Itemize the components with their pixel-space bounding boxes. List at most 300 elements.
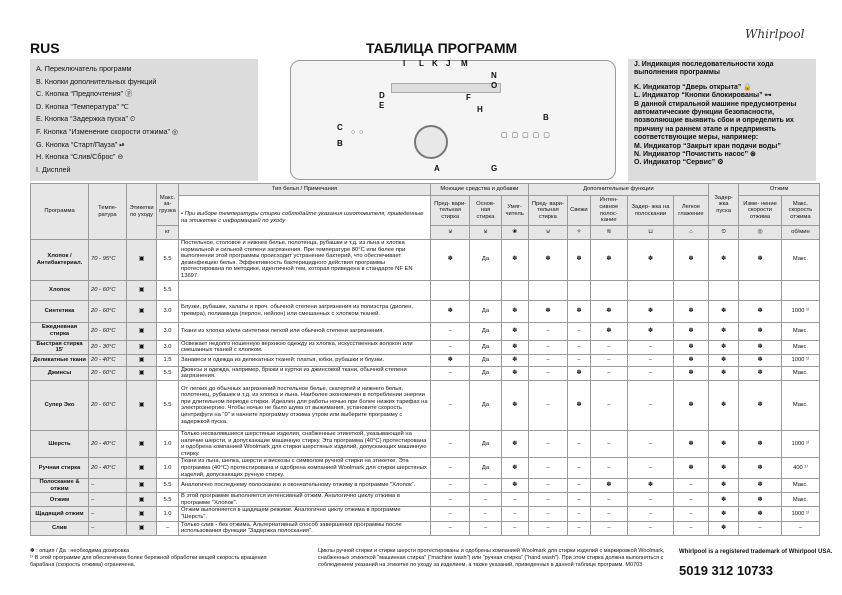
table-row bbox=[31, 521, 820, 535]
label-h: H bbox=[477, 105, 483, 114]
option-cell: ✽ bbox=[673, 300, 708, 322]
program-name: Быстрая стирка 15' bbox=[31, 340, 89, 354]
option-cell: ✽ bbox=[501, 458, 528, 479]
table-row bbox=[31, 300, 820, 322]
controls-legend bbox=[30, 59, 258, 181]
option-cell: – bbox=[568, 354, 590, 366]
care-label-icon: ▣ bbox=[127, 521, 157, 535]
option-cell: – bbox=[590, 354, 627, 366]
option-cell: – bbox=[628, 380, 674, 430]
label-d: D bbox=[379, 91, 385, 100]
h-opt-2: Интен- сивное полос- кание bbox=[590, 196, 627, 226]
indicator-item: M. Индикатор “Закрыт кран подачи воды” bbox=[634, 142, 781, 150]
label-f: F bbox=[466, 93, 471, 102]
language-code: RUS bbox=[30, 40, 60, 56]
care-label-icon: ▣ bbox=[127, 493, 157, 507]
option-cell: – bbox=[470, 507, 501, 521]
option-cell: ✽ bbox=[673, 458, 708, 479]
option-cell: – bbox=[528, 479, 567, 493]
option-cell: – bbox=[501, 521, 528, 535]
h-det-2: Умяг- читель bbox=[501, 196, 528, 226]
program-load: 1.0 bbox=[157, 507, 179, 521]
care-label-icon: ▣ bbox=[127, 340, 157, 354]
option-buttons: ▢ ▢ ▢ ▢ ▢ bbox=[501, 132, 551, 139]
program-temp: – bbox=[89, 493, 127, 507]
program-temp: – bbox=[89, 479, 127, 493]
option-cell: ✽ bbox=[739, 366, 782, 380]
option-cell: – bbox=[673, 493, 708, 507]
option-cell: – bbox=[568, 507, 590, 521]
option-cell: ✽ bbox=[590, 322, 627, 340]
footnotes bbox=[30, 548, 280, 569]
option-cell: Да bbox=[470, 240, 501, 281]
option-cell: ✽ bbox=[673, 354, 708, 366]
table-row bbox=[31, 322, 820, 340]
table-row bbox=[31, 479, 820, 493]
legend-item: A. Переключатель программ bbox=[36, 64, 132, 73]
program-fabric: Занавеси и одежда из деликатных тканей: платья, юбки, рубашки и блузки. bbox=[179, 354, 431, 366]
icon-prewash: ⊍ bbox=[431, 226, 470, 240]
option-cell: – bbox=[431, 430, 470, 457]
option-cell bbox=[739, 280, 782, 300]
option-cell: – bbox=[628, 430, 674, 457]
option-cell: ✽ bbox=[528, 300, 567, 322]
option-cell: ✽ bbox=[739, 479, 782, 493]
option-cell: ✽ bbox=[628, 479, 674, 493]
program-name: Деликатные ткани bbox=[31, 354, 89, 366]
option-cell: – bbox=[673, 479, 708, 493]
option-cell: ✽ bbox=[568, 366, 590, 380]
care-label-icon: ▣ bbox=[127, 380, 157, 430]
option-cell: – bbox=[528, 430, 567, 457]
label-m: M bbox=[461, 59, 468, 68]
care-label-icon: ▣ bbox=[127, 458, 157, 479]
program-name: Шерсть bbox=[31, 430, 89, 457]
option-cell: – bbox=[470, 521, 501, 535]
option-cell: ✽ bbox=[568, 380, 590, 430]
legend-item: I. Дисплей bbox=[36, 164, 71, 174]
h-rpm: об/мин bbox=[781, 226, 819, 240]
option-cell: ✽ bbox=[739, 430, 782, 457]
icon-spin: ◎ bbox=[739, 226, 782, 240]
programs-table bbox=[30, 183, 820, 536]
option-cell: ✽ bbox=[709, 479, 739, 493]
care-label-icon: ▣ bbox=[127, 322, 157, 340]
table-row bbox=[31, 280, 820, 300]
option-cell: ✽ bbox=[673, 380, 708, 430]
table-row bbox=[31, 240, 820, 281]
icon-rinse: ≋ bbox=[590, 226, 627, 240]
option-cell: – bbox=[501, 507, 528, 521]
option-cell: 1000 ¹⁾ bbox=[781, 300, 819, 322]
h-detergent: Моющие средства и добавки bbox=[431, 184, 529, 196]
option-cell: – bbox=[528, 322, 567, 340]
care-label-icon: ▣ bbox=[127, 479, 157, 493]
option-cell: – bbox=[431, 380, 470, 430]
care-label-icon: ▣ bbox=[127, 507, 157, 521]
option-cell: ✽ bbox=[501, 354, 528, 366]
program-load: 5.5 bbox=[157, 240, 179, 281]
option-cell: ✽ bbox=[709, 300, 739, 322]
footnote-1: ✽ : опция / Да : необходима дозировка bbox=[30, 548, 130, 554]
option-cell: – bbox=[628, 493, 674, 507]
option-cell: – bbox=[528, 521, 567, 535]
care-label-icon: ▣ bbox=[127, 300, 157, 322]
left-buttons: ○ ○ bbox=[351, 129, 365, 136]
option-cell: – bbox=[568, 458, 590, 479]
program-load: 3.0 bbox=[157, 322, 179, 340]
care-label-icon: ▣ bbox=[127, 280, 157, 300]
legend-item: E. Кнопка “Задержка пуска” ⏲ bbox=[36, 114, 136, 124]
option-cell: Да bbox=[470, 300, 501, 322]
program-temp: 20 - 40°C bbox=[89, 430, 127, 457]
label-a: A bbox=[434, 164, 440, 173]
option-cell bbox=[781, 280, 819, 300]
program-fabric: Джинсы и одежда, например, брюки и куртки из джинсовой ткани, обычной степени загрязнения. bbox=[179, 366, 431, 380]
option-cell: ✽ bbox=[709, 521, 739, 535]
option-cell: ✽ bbox=[501, 322, 528, 340]
program-fabric: Постельное, столовое и нижнее белье, полотенца, рубашки и т.д. из льна и хлопка нормальной и сильной степени загрязнения. При температуре 80°C или более при выполнении этой программы происходит устранение бактерий, что обеспечивает дезинфекцию белья. Эффективность бактерицидного действия программы протестирована по методике, идентичной тем, которая приведена в стандарте NF EN 13697. bbox=[179, 240, 431, 281]
indicator-item: O. Индикатор “Сервис” ⚙ bbox=[634, 159, 724, 167]
option-cell: ✽ bbox=[709, 458, 739, 479]
program-load: 1.0 bbox=[157, 458, 179, 479]
option-cell: – bbox=[528, 507, 567, 521]
program-load: 5.5 bbox=[157, 380, 179, 430]
option-cell: Макс. bbox=[781, 493, 819, 507]
program-fabric: Освежает недолго ношенную верхнюю одежду из хлопка, искусственных волокон или смешанных тканей с хлопком. bbox=[179, 340, 431, 354]
option-cell: Да bbox=[470, 366, 501, 380]
program-name: Хлопок / Антибактериал. bbox=[31, 240, 89, 281]
program-fabric: Отжим выполняется в щадящем режиме. Аналогично циклу отжима в программе "Шерсть". bbox=[179, 507, 431, 521]
icon-mainwash: ⊍ bbox=[470, 226, 501, 240]
table-row bbox=[31, 458, 820, 479]
option-cell: ✽ bbox=[739, 354, 782, 366]
option-cell: – bbox=[590, 340, 627, 354]
care-label-icon: ▣ bbox=[127, 430, 157, 457]
document-code: 5019 312 10733 bbox=[679, 563, 773, 578]
option-cell: – bbox=[673, 521, 708, 535]
option-cell: ✽ bbox=[431, 240, 470, 281]
option-cell: – bbox=[590, 458, 627, 479]
h-delay: Задер- жка пуска bbox=[709, 184, 739, 226]
option-cell: – bbox=[528, 458, 567, 479]
option-cell: 400 ¹⁾ bbox=[781, 458, 819, 479]
option-cell: 1000 ¹⁾ bbox=[781, 430, 819, 457]
option-cell: – bbox=[590, 521, 627, 535]
option-cell: – bbox=[781, 521, 819, 535]
option-cell: – bbox=[628, 458, 674, 479]
option-cell: – bbox=[431, 521, 470, 535]
table-row bbox=[31, 354, 820, 366]
option-cell: – bbox=[673, 507, 708, 521]
label-c: C bbox=[337, 123, 343, 132]
option-cell: ✽ bbox=[673, 322, 708, 340]
option-cell: ✽ bbox=[709, 493, 739, 507]
option-cell: – bbox=[431, 340, 470, 354]
h-spin-0: Изме- нение скорости отжима bbox=[739, 196, 782, 226]
option-cell bbox=[590, 280, 627, 300]
indicators-legend bbox=[628, 59, 816, 181]
icon-softener: ❀ bbox=[501, 226, 528, 240]
option-cell: ✽ bbox=[673, 366, 708, 380]
program-temp: 20 - 30°C bbox=[89, 340, 127, 354]
program-load: 1.0 bbox=[157, 430, 179, 457]
care-label-icon: ▣ bbox=[127, 240, 157, 281]
option-cell bbox=[673, 280, 708, 300]
h-fabric: Тип белья / Примечания bbox=[179, 184, 431, 196]
option-cell: ✽ bbox=[709, 322, 739, 340]
program-load: 5.5 bbox=[157, 479, 179, 493]
h-fabric-note: • При выборе температуры стирки соблюдайте указания изготовителя, приведенные на этикетке с информацией по уходу bbox=[179, 196, 431, 240]
icon-opt-prewash: ⊍ bbox=[528, 226, 567, 240]
option-cell: ✽ bbox=[501, 300, 528, 322]
option-cell: Макс. bbox=[781, 380, 819, 430]
program-name: Ежедневная стирка bbox=[31, 322, 89, 340]
brand-logo: Whirlpool bbox=[745, 27, 805, 41]
option-cell: ✽ bbox=[709, 340, 739, 354]
program-load: – bbox=[157, 521, 179, 535]
program-fabric: От легких до обычных загрязнений постельное белье, скатертей и нижнего белья, полотенец, рубашек и т.д. из хлопка и льна. Наиболее экономичен в потреблении энергии при длительном периоде стирки. Идеален для работы ночью при более низких тарифах на электроэнергию. Чтобы ночью не было шума от выжимания, установите скорость центрифуги на "0" и начните программу отжима утром или выберите программу с задержкой пуска. bbox=[179, 380, 431, 430]
legend-item: B. Кнопки дополнительных функций bbox=[36, 76, 157, 86]
legend-item: D. Кнопка “Температура” ℃ bbox=[36, 101, 129, 111]
option-cell: ✽ bbox=[739, 380, 782, 430]
option-cell: – bbox=[568, 493, 590, 507]
indicator-item: J. Индикация последовательности хода выполнения программы bbox=[634, 61, 774, 77]
program-fabric: Аналогично последнему полосканию и окончательному отжиму в программе "Хлопок". bbox=[179, 479, 431, 493]
h-kg: кг bbox=[157, 226, 179, 240]
program-temp: 20 - 60°C bbox=[89, 300, 127, 322]
program-name: Слив bbox=[31, 521, 89, 535]
option-cell: Да bbox=[470, 322, 501, 340]
option-cell: ✽ bbox=[628, 240, 674, 281]
option-cell: – bbox=[739, 521, 782, 535]
h-opt-3: Задер- жка на полоскании bbox=[628, 196, 674, 226]
option-cell: – bbox=[590, 366, 627, 380]
indicator-item: N. Индикатор “Почистить насос” ⊛ bbox=[634, 151, 756, 159]
program-name: Хлопок bbox=[31, 280, 89, 300]
option-cell: – bbox=[568, 340, 590, 354]
option-cell: ✽ bbox=[673, 240, 708, 281]
h-options: Дополнительные функции bbox=[528, 184, 708, 196]
program-fabric: В этой программе выполняется интенсивный отжим. Аналогично циклу отжима в программе "Хлопок". bbox=[179, 493, 431, 507]
option-cell: – bbox=[431, 507, 470, 521]
program-selector-knob bbox=[414, 125, 448, 159]
h-det-1: Основ- ная стирка bbox=[470, 196, 501, 226]
option-cell: ✽ bbox=[709, 430, 739, 457]
h-opt-4: Легкое глажение bbox=[673, 196, 708, 226]
option-cell: ✽ bbox=[739, 340, 782, 354]
label-n: N bbox=[491, 71, 497, 80]
h-spin: Отжим bbox=[739, 184, 820, 196]
option-cell: ✽ bbox=[501, 430, 528, 457]
h-opt-0: Пред- вари- тельная стирка bbox=[528, 196, 567, 226]
option-cell: – bbox=[590, 380, 627, 430]
option-cell: ✽ bbox=[709, 354, 739, 366]
h-load: Макс. за- грузка bbox=[157, 184, 179, 226]
program-temp: 20 - 60°C bbox=[89, 366, 127, 380]
option-cell: – bbox=[568, 322, 590, 340]
program-name: Щадящий отжим bbox=[31, 507, 89, 521]
label-k: K bbox=[432, 59, 438, 68]
option-cell: – bbox=[431, 493, 470, 507]
option-cell: – bbox=[528, 354, 567, 366]
program-fabric: Блузки, рубашки, халаты и проч. обычной степени загрязнения из полиэстра (диолен, тревира), полиамида (перлон, нейлон) или смешанных с хлопком тканей. bbox=[179, 300, 431, 322]
option-cell: ✽ bbox=[673, 340, 708, 354]
option-cell bbox=[470, 280, 501, 300]
option-cell: ✽ bbox=[568, 240, 590, 281]
h-opt-1: Свежи bbox=[568, 196, 590, 226]
program-load: 1.5 bbox=[157, 354, 179, 366]
footnote-2: ¹⁾ В этой программе для обеспечения более бережной обработки вещей скорость вращения барабана (скорость отжима) ограничена. bbox=[30, 555, 267, 568]
option-cell bbox=[568, 280, 590, 300]
legend-item: C. Кнопка “Предпочтения” ⓟ bbox=[36, 89, 133, 99]
woolmark-note: Циклы ручной стирки и стирки шерсти протестированы и одобрены компанией Woolmark для стирки изделий с маркировкой Woolmark, снабженных этикеткой "машинная стирка" ("machine wash") или "ручная стирка" ("hand wash"). При этом стирка должна выполняться с соблюдением указаний на этикетке по уходу за изделием, а также указаний, приведенных в данной таблице программ. M0703 bbox=[318, 548, 665, 568]
label-b: B bbox=[337, 139, 343, 148]
option-cell: ✽ bbox=[501, 366, 528, 380]
option-cell: ✽ bbox=[739, 240, 782, 281]
option-cell: Да bbox=[470, 354, 501, 366]
option-cell: – bbox=[628, 354, 674, 366]
program-temp: 20 - 60°C bbox=[89, 322, 127, 340]
table-row bbox=[31, 340, 820, 354]
option-cell: ✽ bbox=[590, 300, 627, 322]
icon-delay: ⏲ bbox=[709, 226, 739, 240]
option-cell bbox=[501, 280, 528, 300]
option-cell: ✽ bbox=[628, 322, 674, 340]
option-cell: – bbox=[431, 479, 470, 493]
option-cell: – bbox=[568, 479, 590, 493]
option-cell: Макс. bbox=[781, 322, 819, 340]
care-label-icon: ▣ bbox=[127, 354, 157, 366]
option-cell: – bbox=[590, 507, 627, 521]
program-fabric: Только слив - без отжима. Альтернативный способ завершения программы после использования функции "Задержка полоскания". bbox=[179, 521, 431, 535]
option-cell: ✽ bbox=[673, 430, 708, 457]
option-cell: Да bbox=[470, 380, 501, 430]
option-cell bbox=[709, 280, 739, 300]
label-j: J bbox=[446, 59, 451, 68]
option-cell: Макс. bbox=[781, 479, 819, 493]
program-name: Джинсы bbox=[31, 366, 89, 380]
table-row bbox=[31, 366, 820, 380]
option-cell: 1000 ¹⁾ bbox=[781, 354, 819, 366]
label-l: L bbox=[419, 59, 424, 68]
program-load: 5.5 bbox=[157, 366, 179, 380]
program-name: Ручная стирка bbox=[31, 458, 89, 479]
option-cell: – bbox=[528, 380, 567, 430]
program-temp: 20 - 40°C bbox=[89, 458, 127, 479]
label-b2: B bbox=[543, 113, 549, 122]
option-cell: – bbox=[568, 430, 590, 457]
option-cell: Макс. bbox=[781, 240, 819, 281]
legend-item: F. Кнопка “Изменение скорости отжима” ◎ bbox=[36, 126, 179, 136]
option-cell: – bbox=[528, 366, 567, 380]
option-cell: – bbox=[431, 322, 470, 340]
page-title: ТАБЛИЦА ПРОГРАММ bbox=[366, 40, 518, 56]
option-cell: ✽ bbox=[431, 300, 470, 322]
icon-fresh: ✧ bbox=[568, 226, 590, 240]
h-det-0: Пред- вари- тельная стирка bbox=[431, 196, 470, 226]
h-program: Программа bbox=[31, 184, 89, 240]
control-panel-diagram bbox=[290, 60, 616, 180]
option-cell: ✽ bbox=[590, 240, 627, 281]
option-cell: Да bbox=[470, 458, 501, 479]
program-name: Полоскание & отжим bbox=[31, 479, 89, 493]
option-cell: Макс. bbox=[781, 340, 819, 354]
program-load: 5.5 bbox=[157, 280, 179, 300]
trademark: Whirlpool is a registered trademark of Whirlpool USA. bbox=[679, 549, 833, 555]
table-row bbox=[31, 507, 820, 521]
legend-item: H. Кнопка “Слив/Сброс” ⊖ bbox=[36, 152, 124, 162]
program-fabric: Ткани из хлопка и/или синтетики легкой или обычной степени загрязнения. bbox=[179, 322, 431, 340]
option-cell: – bbox=[431, 458, 470, 479]
option-cell: ✽ bbox=[528, 240, 567, 281]
option-cell: – bbox=[590, 430, 627, 457]
indicator-item: L. Индикатор “Кнопки блокированы” ⊶ bbox=[634, 92, 772, 100]
option-cell: – bbox=[431, 366, 470, 380]
program-load: 3.0 bbox=[157, 340, 179, 354]
option-cell: ✽ bbox=[628, 300, 674, 322]
program-fabric: Ткани из льна, шелка, шерсти и вискозы с символом ручной стирки на этикетке. Эта программа (40°C) протестирована и одобрена компанией Woolmark для стирки шерстяных изделий, допускающих ручную стирку. bbox=[179, 458, 431, 479]
option-cell: – bbox=[628, 366, 674, 380]
option-cell: – bbox=[628, 521, 674, 535]
label-g: G bbox=[491, 164, 498, 173]
option-cell: – bbox=[590, 493, 627, 507]
program-load: 3.0 bbox=[157, 300, 179, 322]
legend-item: G. Кнопка “Старт/Пауза” ⏯ bbox=[36, 139, 125, 149]
option-cell: 1000 ¹⁾ bbox=[781, 507, 819, 521]
option-cell: ✽ bbox=[739, 300, 782, 322]
option-cell: – bbox=[628, 340, 674, 354]
program-load: 5.5 bbox=[157, 493, 179, 507]
option-cell: ✽ bbox=[709, 380, 739, 430]
label-e: E bbox=[379, 101, 385, 110]
option-cell: Да bbox=[470, 430, 501, 457]
care-label-icon: ▣ bbox=[127, 366, 157, 380]
option-cell: ✽ bbox=[739, 322, 782, 340]
program-fabric bbox=[179, 280, 431, 300]
table-row bbox=[31, 493, 820, 507]
program-temp: 20 - 40°C bbox=[89, 354, 127, 366]
program-temp: 70 - 95°C bbox=[89, 240, 127, 281]
label-o: O bbox=[491, 81, 498, 90]
icon-iron: ⌂ bbox=[673, 226, 708, 240]
program-temp: 20 - 60°C bbox=[89, 280, 127, 300]
program-name: Отжим bbox=[31, 493, 89, 507]
option-cell: – bbox=[528, 493, 567, 507]
option-cell: ✽ bbox=[739, 493, 782, 507]
option-cell: – bbox=[568, 521, 590, 535]
h-labels: Этикетки по уходу bbox=[127, 184, 157, 240]
option-cell: ✽ bbox=[501, 340, 528, 354]
option-cell: – bbox=[470, 493, 501, 507]
table-row bbox=[31, 430, 820, 457]
indicator-item: В данной стиральной машине предусмотрены автоматические функции безопасности, позволяющие выявить сбои и определить их причину на раннем этапе и предпринять соответствующие меры, например: bbox=[634, 100, 797, 142]
option-cell: Да bbox=[470, 340, 501, 354]
program-name: Супер Эко bbox=[31, 380, 89, 430]
option-cell bbox=[528, 280, 567, 300]
program-temp: – bbox=[89, 507, 127, 521]
option-cell: – bbox=[470, 479, 501, 493]
label-i: I bbox=[403, 59, 406, 68]
indicator-item: K. Индикатор “Дверь открыта” 🔒 bbox=[634, 83, 753, 91]
program-fabric: Только несвалявшиеся шерстяные изделия, снабженные этикеткой, указывающей на наличие шерсти, и допускающие машинную стирку. Эта программа (40°C) протестирована и одобрена компанией Woolmark для стирки шерстяных изделий, допускающих машинную стирку. bbox=[179, 430, 431, 457]
option-cell: – bbox=[528, 340, 567, 354]
program-name: Синтетика bbox=[31, 300, 89, 322]
option-cell: ✽ bbox=[739, 507, 782, 521]
option-cell: ✽ bbox=[709, 366, 739, 380]
option-cell: Макс. bbox=[781, 366, 819, 380]
option-cell: ✽ bbox=[709, 240, 739, 281]
